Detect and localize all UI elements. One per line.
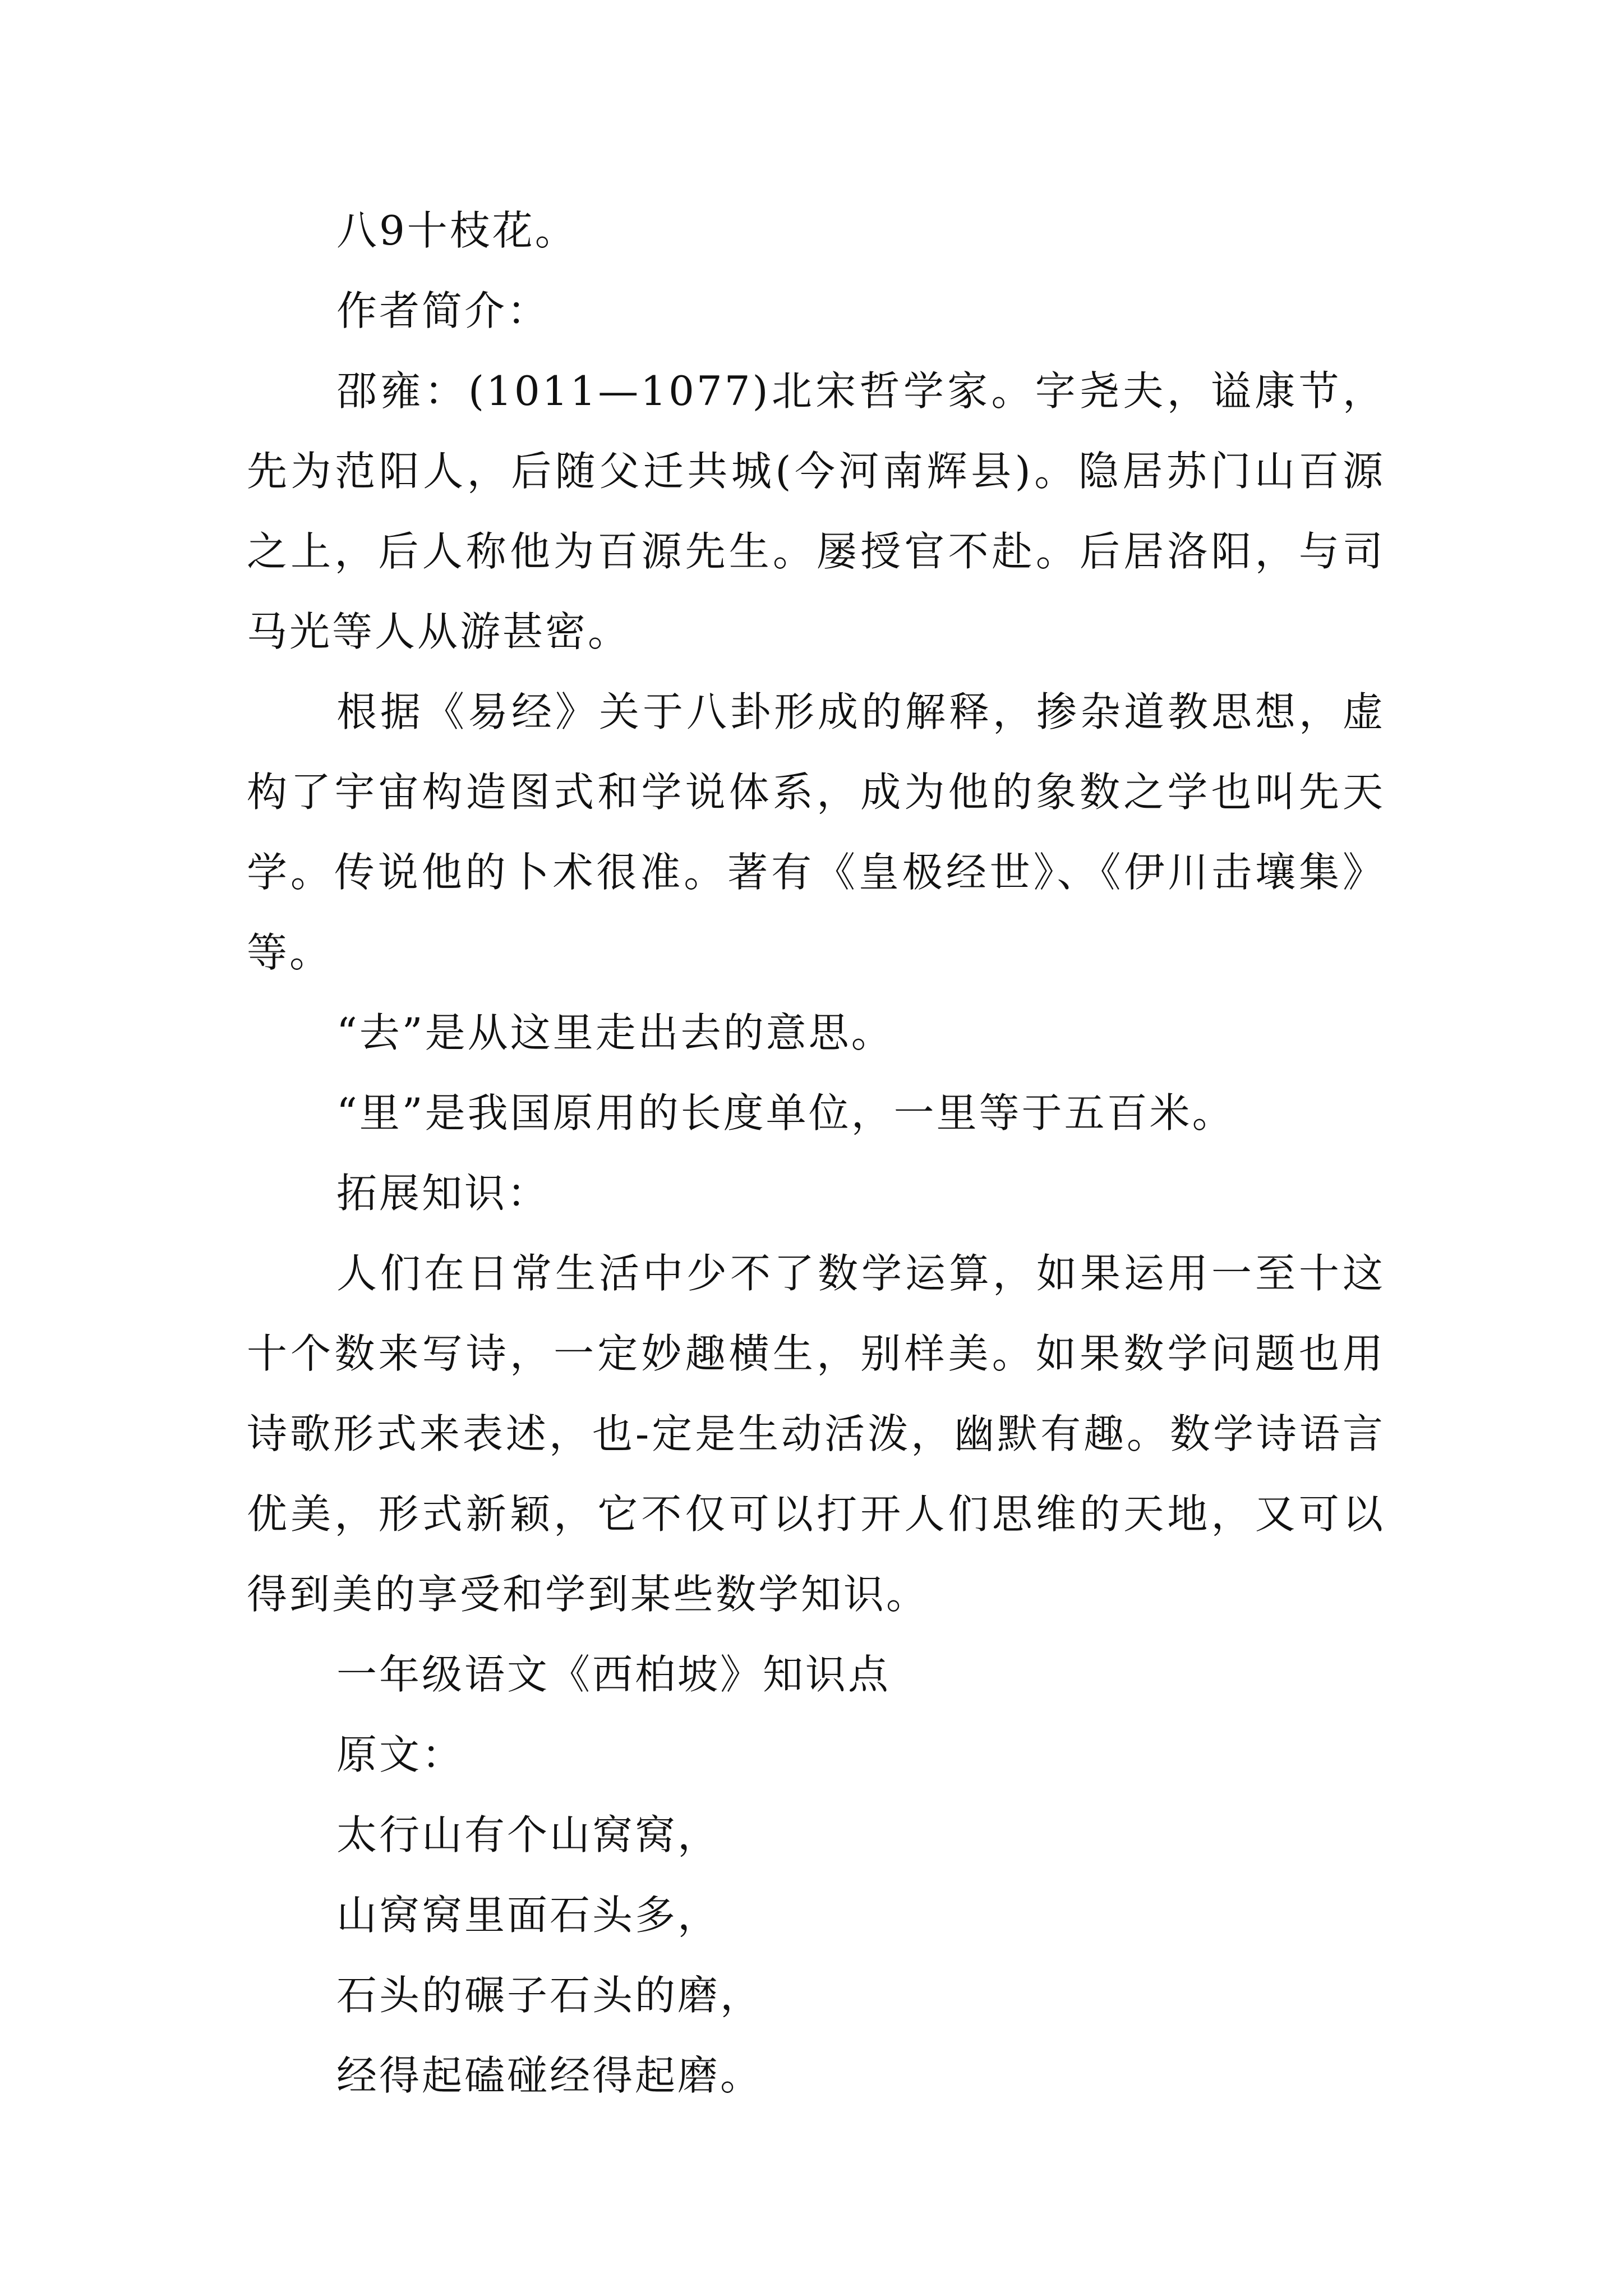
- poem-line-3: 石头的碾子石头的磨，: [336, 1972, 763, 2019]
- paragraph-poem-last-line-prev: 八9十枝花。: [336, 207, 578, 254]
- paragraph-word-li: “里”是我国原用的长度单位，一里等于五百米。: [336, 1089, 1235, 1137]
- paragraph-word-qu: “去”是从这里走出去的意思。: [336, 1009, 894, 1056]
- heading-author-intro: 作者简介：: [336, 287, 550, 334]
- poem-line-1: 太行山有个山窝窝，: [336, 1811, 721, 1858]
- paragraph-math-poetry: 人们在日常生活中少不了数学运算，如果运用一至十这十个数来写诗，一定妙趣横生，别样美。如果数学问题也用诗歌形式来表述，也-定是生动活泼，幽默有趣。数学诗语言优美，形式新颖，它不仅可以打开人们思维的天地，又可以得到美的享受和学到某些数学知识。: [247, 1250, 1385, 1618]
- paragraph-author-works: 根据《易经》关于八卦形成的解释，掺杂道教思想，虚构了宇宙构造图式和学说体系，成为他的象数之学也叫先天学。传说他的卜术很准。著有《皇极经世》、《伊川击壤集》等。: [247, 688, 1385, 976]
- poem-line-2: 山窝窝里面石头多，: [336, 1892, 721, 1939]
- paragraph-author-bio: 邵雍：(1011—1077)北宋哲学家。字尧夫，谥康节，先为范阳人，后随父迁共城(今河南辉县)。隐居苏门山百源之上，后人称他为百源先生。屡授官不赴。后居洛阳，与司马光等人从游甚密。: [247, 367, 1385, 655]
- heading-original-text: 原文：: [336, 1731, 465, 1778]
- heading-xibaipo: 一年级语文《西柏坡》知识点: [336, 1651, 891, 1698]
- document-body: [247, 191, 1385, 2116]
- poem-line-4: 经得起磕碰经得起磨。: [336, 2052, 763, 2099]
- heading-extended-knowledge: 拓展知识：: [336, 1170, 550, 1217]
